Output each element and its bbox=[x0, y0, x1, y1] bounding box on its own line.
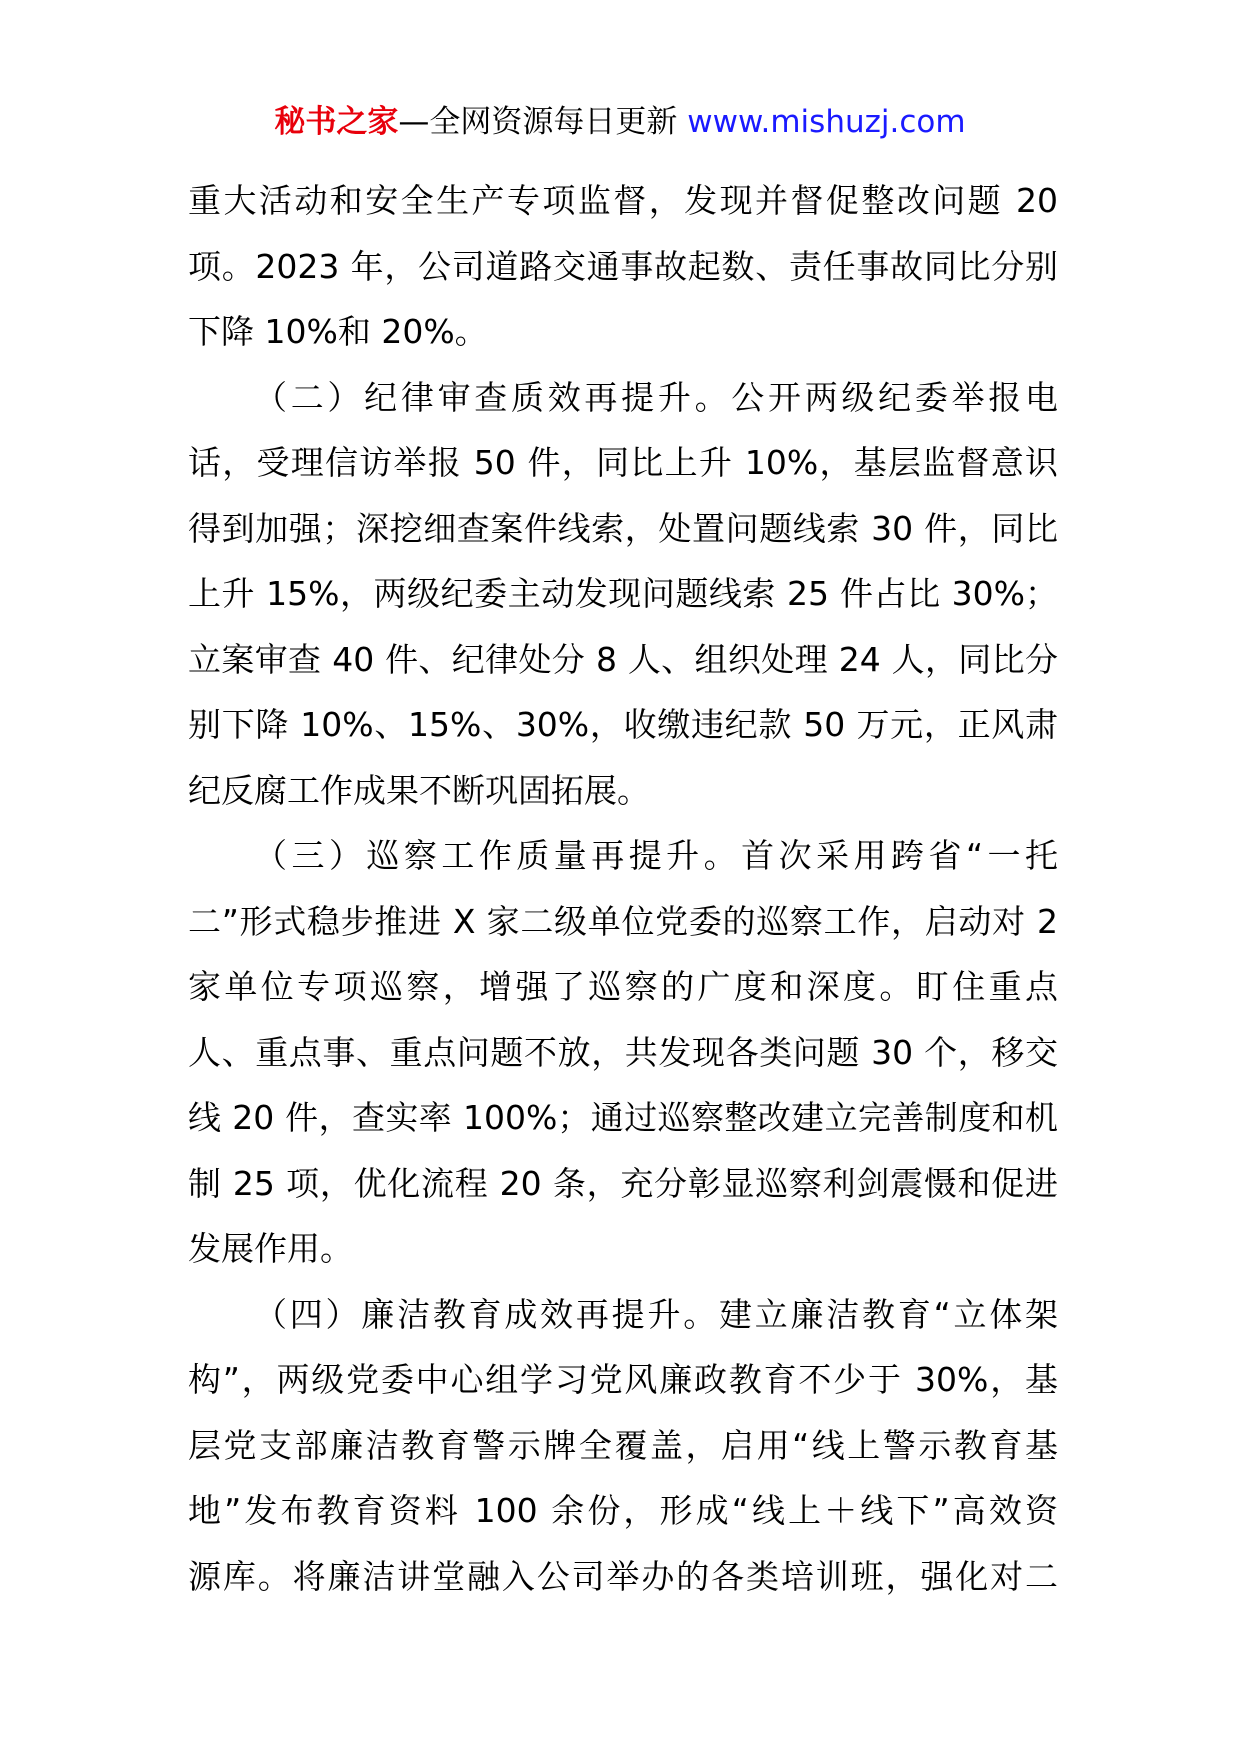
site-url-link[interactable]: www.mishuzj.com bbox=[687, 104, 966, 140]
text-line: 项。2023 年，公司道路交通事故起数、责任事故同比分别 bbox=[188, 246, 1058, 286]
text-line: 地”发布教育资料 100 余份，形成“线上＋线下”高效资 bbox=[188, 1491, 1058, 1530]
text-line: 发展作用。 bbox=[188, 1229, 353, 1268]
text-line: 构”，两级党委中心组学习党风廉政教育不少于 30%，基 bbox=[188, 1360, 1058, 1399]
text-line: 层党支部廉洁教育警示牌全覆盖，启用“线上警示教育基 bbox=[188, 1425, 1058, 1465]
text-line: （二）纪律审查质效再提升。公开两级纪委举报电 bbox=[254, 377, 1058, 417]
text-line: 家单位专项巡察，增强了巡察的广度和深度。盯住重点 bbox=[188, 967, 1058, 1006]
text-line: 得到加强；深挖细查案件线索，处置问题线索 30 件，同比 bbox=[188, 508, 1058, 548]
document-body bbox=[188, 168, 1058, 1609]
brand-name: 秘书之家 bbox=[274, 104, 399, 140]
header-tagline: —全网资源每日更新 bbox=[398, 104, 678, 140]
text-line: 下降 10%和 20%。 bbox=[188, 312, 488, 351]
text-line: 纪反腐工作成果不断巩固拓展。 bbox=[188, 770, 650, 810]
text-line: 源库。将廉洁讲堂融入公司举办的各类培训班，强化对二 bbox=[188, 1556, 1058, 1596]
text-line: 重大活动和安全生产专项监督，发现并督促整改问题 20 bbox=[188, 181, 1058, 220]
text-line: 线 20 件，查实率 100%；通过巡察整改建立完善制度和机 bbox=[188, 1098, 1058, 1137]
text-line: （三）巡察工作质量再提升。首次采用跨省“一托 bbox=[254, 836, 1058, 875]
text-line: 立案审查 40 件、纪律处分 8 人、组织处理 24 人，同比分 bbox=[188, 639, 1058, 679]
text-line: 上升 15%，两级纪委主动发现问题线索 25 件占比 30%； bbox=[188, 574, 1058, 613]
text-line: 人、重点事、重点问题不放，共发现各类问题 30 个，移交 bbox=[188, 1032, 1058, 1072]
text-line: （四）廉洁教育成效再提升。建立廉洁教育“立体架 bbox=[254, 1294, 1058, 1334]
text-line: 话，受理信访举报 50 件，同比上升 10%，基层监督意识 bbox=[188, 443, 1058, 482]
text-line: 二”形式稳步推进 X 家二级单位党委的巡察工作，启动对 2 bbox=[188, 901, 1058, 941]
site-header bbox=[0, 100, 1240, 144]
text-line: 别下降 10%、15%、30%，收缴违纪款 50 万元，正风肃 bbox=[188, 705, 1058, 744]
text-line: 制 25 项，优化流程 20 条，充分彰显巡察利剑震慑和促进 bbox=[188, 1163, 1058, 1203]
